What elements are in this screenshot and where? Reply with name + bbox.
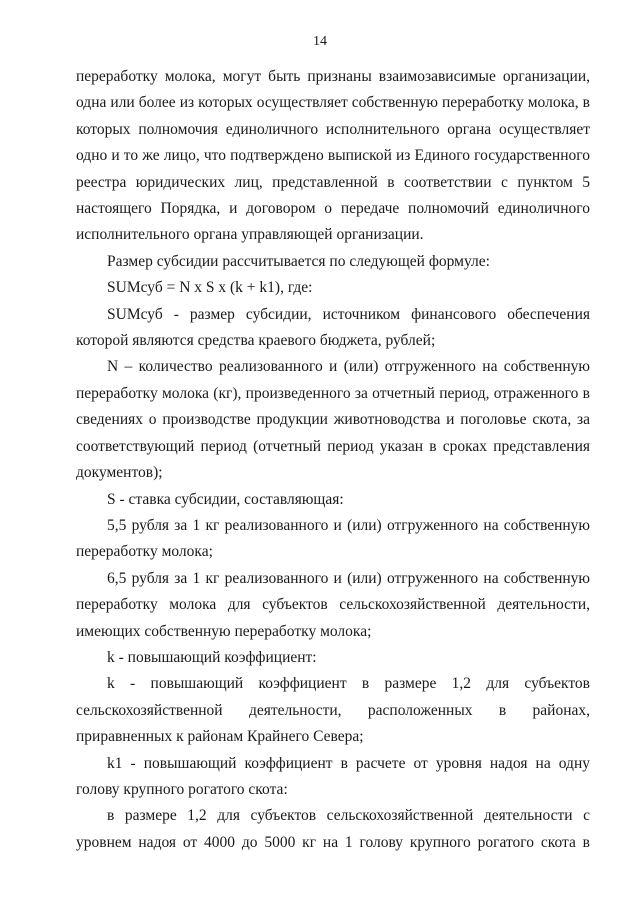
paragraph-k-definition: k - повышающий коэффициент: bbox=[107, 648, 317, 666]
paragraph-k1-definition: k1 - повышающий коэффициент в расчете от уровня надоя на одну голову крупного рогатого скота: bbox=[76, 754, 590, 798]
paragraph-k-value: k - повышающий коэффициент в размере 1,2 для субъектов сельскохозяйственной деятельности, расположенных в районах, приравненных к районам Крайнего Севера; bbox=[76, 675, 590, 746]
paragraph-k1-value: в размере 1,2 для субъектов сельскохозяйственной деятельности с уровнем надоя от 4000 до 5000 кг на 1 голову крупного рогатого скота в bbox=[76, 807, 590, 851]
page-number: 14 bbox=[313, 34, 327, 49]
paragraph-sumsub-definition: SUMсуб - размер субсидии, источником финансового обеспечения которой являются средства краевого бюджета, рублей; bbox=[76, 305, 590, 350]
paragraph-rate-6-5: 6,5 рубля за 1 кг реализованного и (или) отгруженного на собственную переработку молока для субъектов сельскохозяйственной деятельности, имеющих собственную переработку молока; bbox=[76, 569, 590, 640]
paragraph-formula: SUMсуб = N x S x (k + k1), где: bbox=[107, 279, 313, 297]
paragraph-rate-5-5: 5,5 рубля за 1 кг реализованного и (или) отгруженного на собственную переработку молока; bbox=[76, 516, 590, 561]
paragraph-n-definition: N – количество реализованного и (или) отгруженного на собственную переработку молока (кг), произведенного за отчетный период, отраженного в сведениях о производстве продукции животноводства и поголовье скота, за соответствующий период (отчетный период указан в сроках представления документов); bbox=[76, 358, 590, 482]
paragraph-s-definition: S - ставка субсидии, составляющая: bbox=[107, 490, 344, 508]
document-body bbox=[76, 64, 590, 856]
paragraph-1: переработку молока, могут быть признаны взаимозависимые организации, одна или более из которых осуществляет собственную переработку молока, в которых полномочия единоличного исполнительного органа осуществляет одно и то же лицо, что подтверждено выпиской из Единого государственного реестра юридических лиц, представленной в соответствии с пунктом 5 настоящего Порядка, и договором о передаче полномочий единоличного исполнительного органа управляющей организации. bbox=[76, 68, 590, 244]
paragraph-2: Размер субсидии рассчитывается по следующей формуле: bbox=[107, 252, 490, 270]
